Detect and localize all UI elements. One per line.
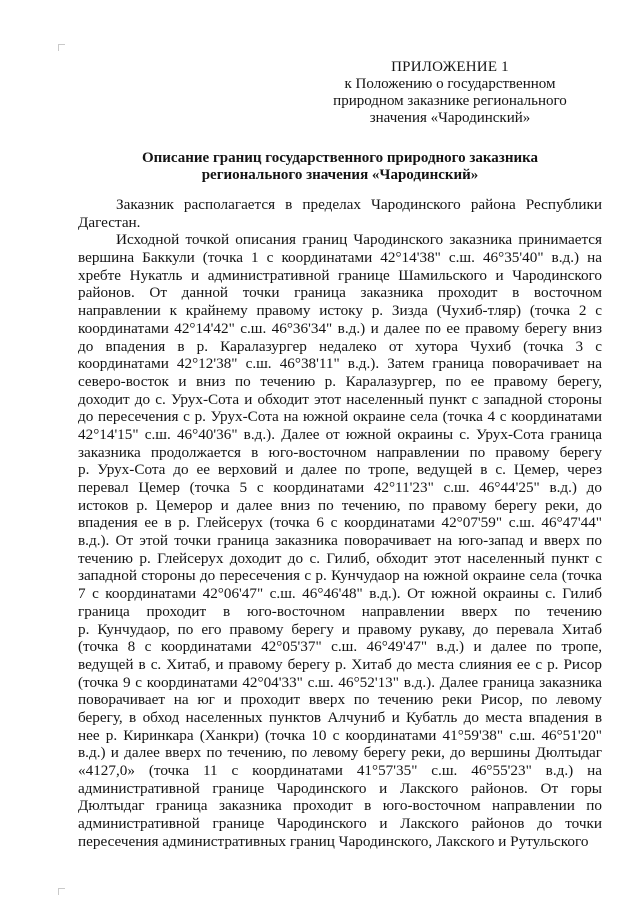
paragraph2-line: хребте Нукатль и административной границе Шамильского и Чародинского bbox=[78, 266, 602, 284]
corner-mark-bottom-left bbox=[58, 888, 65, 895]
appendix-title: ПРИЛОЖЕНИЕ 1 bbox=[391, 59, 509, 75]
paragraph2-line: «4127,0» (точка 11 с координатами 41°57'35" с.ш. 46°55'23" в.д.) на bbox=[78, 762, 602, 779]
paragraph2-line: течению р. Глейсерух доходит до с. Гилиб, обходит этот населенный пункт с bbox=[78, 549, 602, 567]
paragraph2-line: р. Кунчудаор, по его правому берегу и правому рукаву, до перевала Хитаб bbox=[78, 620, 602, 638]
paragraph2-line: западной стороны до пересечения с р. Кунчудаор на южной окраине села (точка bbox=[78, 567, 602, 585]
paragraph2-line: Исходной точкой описания границ Чародинского заказника принимается bbox=[116, 231, 602, 249]
paragraph2-line: координатами 42°14'42" с.ш. 46°36'34" в.д.) и далее по ее правому берегу вниз bbox=[78, 319, 602, 337]
heading-line: регионального значения «Чародинский» bbox=[201, 167, 479, 183]
paragraph2-line: 7 с координатами 42°06'47" с.ш. 46°46'48" в.д.). От южной окраины с. Гилиб bbox=[78, 585, 602, 603]
paragraph2-line: р. Урух-Сота до ее верховий и далее по тропе, ведущей в с. Цемер, через bbox=[78, 461, 602, 479]
paragraph2-line: заказника продолжается в юго-восточном направлении по правому берегу bbox=[78, 443, 602, 461]
document-heading bbox=[60, 150, 620, 184]
paragraph2-line: до впадения в р. Каралазургер недалеко от хутора Чухиб (точка 3 с bbox=[78, 337, 602, 355]
paragraph2-line: Дюлтыдаг граница заказника проходит в юго-восточном направлении по bbox=[78, 797, 602, 815]
paragraph2-line: (точка 9 с координатами 42°04'33" с.ш. 46°52'13" в.д.). Далее граница заказника bbox=[78, 673, 602, 691]
corner-mark-top-left bbox=[58, 44, 65, 51]
paragraph2-line: граница проходит в юго-восточном направлении вверх по течению bbox=[78, 602, 602, 620]
paragraph2-line: ведущей в с. Хитаб, и правому берегу р. Хитаб до места слияния ее с р. Рисор bbox=[78, 655, 602, 673]
paragraph2-line: истоков р. Цемерор и далее вниз по течению, по правому берегу реки, до bbox=[78, 496, 602, 514]
appendix-line: природном заказнике регионального bbox=[333, 93, 567, 109]
paragraph2-line: пересечения административных границ Чародинского, Лакского и Рутульского bbox=[78, 832, 589, 850]
paragraph2-line: координатами 42°12'38" с.ш. 46°38'11" в.д.). Затем граница поворачивает на bbox=[78, 355, 602, 373]
document-body bbox=[78, 196, 602, 850]
paragraph2-line: (точка 8 с координатами 42°05'37" с.ш. 46°49'47" в.д.) и далее по тропе, bbox=[78, 638, 602, 656]
paragraph1-line: Дагестан. bbox=[78, 213, 141, 231]
paragraph2-line: до пересечения с р. Урух-Сота на южной окраине села (точка 4 с координатами bbox=[78, 408, 602, 426]
paragraph2-line: нее р. Киринкара (Ханкри) (точка 10 с координатами 41°59'38" с.ш. 46°51'20" bbox=[78, 726, 602, 744]
paragraph2-line: в.д.) и далее вверх по течению, по левому берегу реки, до вершины Дюлтыдаг bbox=[78, 744, 602, 762]
paragraph2-line: административной границе Чародинского и Лакского районов до точки bbox=[78, 815, 602, 833]
paragraph2-line: в.д.). От этой точки граница заказника поворачивает на юго-запад и вверх по bbox=[78, 532, 602, 550]
heading-line: Описание границ государственного природного заказника bbox=[141, 150, 539, 166]
paragraph2-line: впадения ее в р. Глейсерух (точка 6 с координатами 42°07'59" с.ш. 46°47'44" bbox=[78, 514, 602, 532]
paragraph2-line: перевал Цемер (точка 5 с координатами 42°11'23" с.ш. 46°44'25" в.д.) до bbox=[78, 479, 602, 496]
paragraph1-line: Заказник располагается в пределах Чародинского района Республики bbox=[116, 196, 602, 213]
paragraph2-line: северо-восток и вниз по течению р. Каралазургер, по ее правому берегу, bbox=[78, 372, 602, 390]
paragraph2-line: 42°14'15" с.ш. 46°40'36" в.д.). Далее от южной окраины с. Урух-Сота граница bbox=[78, 425, 602, 443]
paragraph2-line: доходит до с. Урух-Сота и обходит этот населенный пункт с западной стороны bbox=[78, 390, 602, 408]
paragraph2-line: поворачивает на юг и проходит вверх по течению реки Рисор, по левому bbox=[78, 691, 602, 709]
paragraph2-line: направлении к крайнему правому истоку р. Зизда (Чухиб-тляр) (точка 2 с bbox=[78, 302, 602, 320]
paragraph2-line: берегу, в обход населенных пунктов Алчуниб и Кубатль до места впадения в bbox=[78, 708, 602, 726]
appendix-header bbox=[300, 59, 600, 127]
appendix-line: значения «Чародинский» bbox=[369, 110, 531, 126]
paragraph2-line: административной границе Чародинского и Лакского районов. От горы bbox=[78, 779, 602, 797]
paragraph2-line: районов. От данной точки граница заказника проходит в восточном bbox=[78, 284, 602, 302]
paragraph2-line: вершина Баккули (точка 1 с координатами 42°14'38" с.ш. 46°35'40" в.д.) на bbox=[78, 249, 602, 267]
appendix-line: к Положению о государственном bbox=[344, 76, 556, 92]
